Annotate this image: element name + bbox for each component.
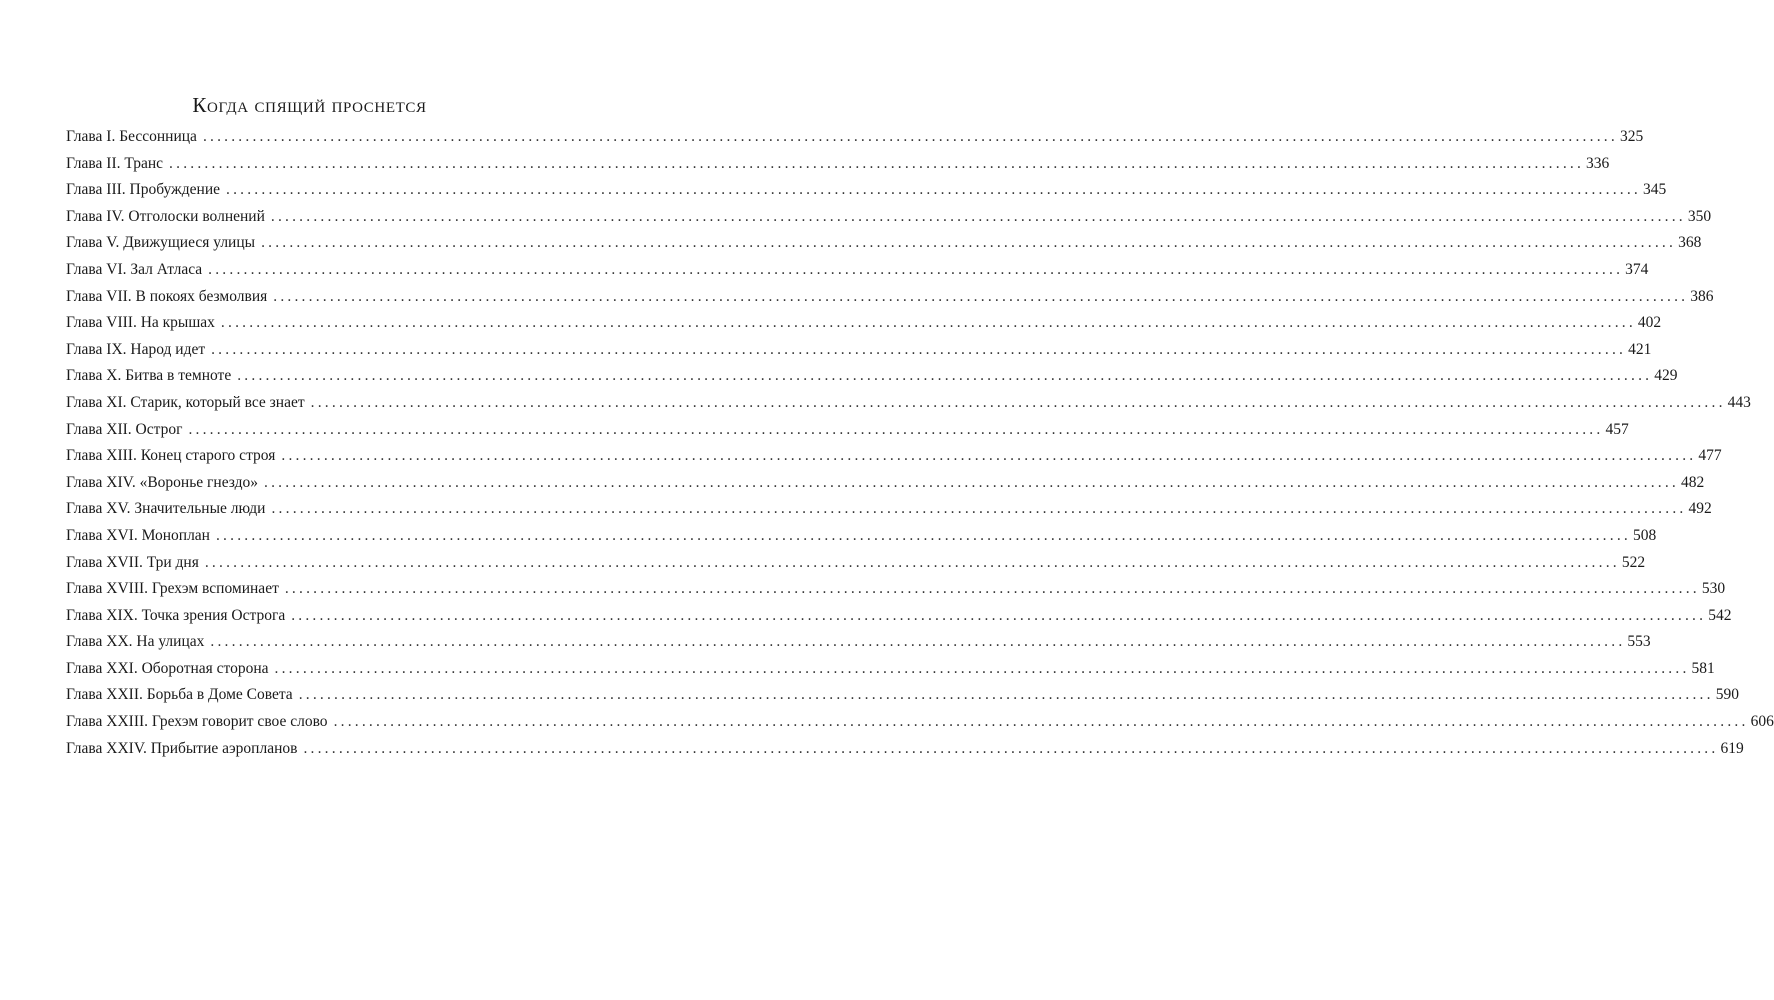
- chapter-title: Глава XV. Значительные люди: [66, 500, 266, 518]
- dot-leader: ........................................................................................................................................................................................................: [237, 367, 1653, 385]
- table-of-contents: [66, 124, 1774, 762]
- toc-entry: [66, 496, 1712, 523]
- book-title: Когда спящий проснется: [192, 93, 427, 117]
- dot-leader: ........................................................................................................................................................................................................: [270, 207, 1686, 225]
- chapter-title: Глава IV. Отголоски волнений: [66, 207, 265, 225]
- dot-leader: ........................................................................................................................................................................................................: [333, 713, 1749, 731]
- chapter-title: Глава II. Транс: [66, 154, 164, 172]
- dot-leader: ........................................................................................................................................................................................................: [274, 659, 1690, 677]
- dot-leader: ........................................................................................................................................................................................................: [210, 633, 1626, 651]
- page-number: 522: [1621, 553, 1646, 571]
- dot-leader: ........................................................................................................................................................................................................: [284, 580, 1700, 598]
- chapter-title: Глава XXII. Борьба в Доме Совета: [66, 686, 293, 704]
- dot-leader: ........................................................................................................................................................................................................: [264, 473, 1679, 491]
- page-number: 421: [1628, 340, 1652, 358]
- toc-entry: [66, 284, 1714, 311]
- page-number: 590: [1715, 686, 1739, 704]
- chapter-title: Глава IX. Народ идет: [66, 340, 206, 358]
- page-number: 429: [1654, 367, 1678, 385]
- page-number: 368: [1678, 234, 1702, 252]
- page-number: 581: [1691, 659, 1715, 677]
- chapter-title: Глава III. Пробуждение: [66, 181, 220, 199]
- page-number: 350: [1687, 207, 1712, 225]
- dot-leader: ........................................................................................................................................................................................................: [298, 686, 1714, 704]
- page-number: 325: [1619, 128, 1644, 145]
- page-number: 606: [1750, 713, 1774, 731]
- toc-entry: [66, 363, 1678, 390]
- chapter-title: Глава VII. В покоях безмолвия: [66, 287, 268, 305]
- toc-entry: [66, 443, 1722, 470]
- dot-leader: ........................................................................................................................................................................................................: [204, 553, 1620, 571]
- chapter-title: Глава VIII. На крышах: [66, 314, 215, 332]
- toc-entry: [66, 709, 1774, 736]
- chapter-title: Глава I. Бессонница: [66, 128, 197, 145]
- toc-entry: [66, 337, 1652, 364]
- toc-entry: [66, 736, 1744, 763]
- toc-entry: [66, 204, 1712, 231]
- page-number: 508: [1632, 526, 1657, 544]
- page-number: 402: [1637, 314, 1662, 332]
- page-number: 374: [1625, 260, 1649, 278]
- chapter-title: Глава XVI. Моноплан: [66, 526, 210, 544]
- dot-leader: ........................................................................................................................................................................................................: [215, 526, 1631, 544]
- dot-leader: ........................................................................................................................................................................................................: [310, 393, 1726, 411]
- chapter-title: Глава XI. Старик, который все знает: [66, 393, 305, 411]
- chapter-title: Глава XXIV. Прибытие аэропланов: [66, 739, 298, 757]
- toc-entry: [66, 257, 1649, 284]
- toc-entry: [66, 124, 1644, 151]
- page-number: 553: [1627, 633, 1651, 651]
- chapter-title: Глава X. Битва в темноте: [66, 367, 232, 385]
- dot-leader: ........................................................................................................................................................................................................: [273, 287, 1689, 305]
- dot-leader: ........................................................................................................................................................................................................: [291, 606, 1707, 624]
- page-number: 542: [1708, 606, 1732, 624]
- dot-leader: ........................................................................................................................................................................................................: [271, 500, 1687, 518]
- toc-entry: [66, 656, 1715, 683]
- toc-entry: [66, 550, 1646, 577]
- toc-entry: [66, 682, 1739, 709]
- chapter-title: Глава XXI. Оборотная сторона: [66, 659, 269, 677]
- dot-leader: ........................................................................................................................................................................................................: [202, 128, 1618, 145]
- chapter-title: Глава XXIII. Грехэм говорит свое слово: [66, 713, 328, 731]
- toc-entry: [66, 470, 1705, 497]
- page-number: 336: [1586, 154, 1610, 172]
- dot-leader: ........................................................................................................................................................................................................: [303, 739, 1719, 757]
- toc-entry: [66, 576, 1726, 603]
- toc-entry: [66, 177, 1667, 204]
- dot-leader: ........................................................................................................................................................................................................: [226, 181, 1641, 199]
- dot-leader: ........................................................................................................................................................................................................: [261, 234, 1677, 252]
- dot-leader: ........................................................................................................................................................................................................: [211, 340, 1627, 358]
- toc-entry: [66, 523, 1657, 550]
- toc-entry: [66, 310, 1662, 337]
- page-number: 477: [1698, 447, 1722, 465]
- dot-leader: ........................................................................................................................................................................................................: [188, 420, 1604, 438]
- dot-leader: ........................................................................................................................................................................................................: [169, 154, 1585, 172]
- page-number: 457: [1605, 420, 1629, 438]
- chapter-title: Глава XIV. «Воронье гнездо»: [66, 473, 258, 491]
- toc-entry: [66, 151, 1610, 178]
- page-number: 619: [1720, 739, 1744, 757]
- toc-entry: [66, 629, 1651, 656]
- page-number: 482: [1681, 473, 1705, 491]
- toc-entry: [66, 230, 1702, 257]
- page-number: 345: [1643, 181, 1667, 199]
- toc-entry: [66, 390, 1751, 417]
- chapter-title: Глава XVIII. Грехэм вспоминает: [66, 580, 279, 598]
- chapter-title: Глава XII. Острог: [66, 420, 183, 438]
- page-number: 530: [1701, 580, 1726, 598]
- toc-entry: [66, 417, 1629, 444]
- toc-entry: [66, 603, 1732, 630]
- dot-leader: ........................................................................................................................................................................................................: [220, 314, 1636, 332]
- chapter-title: Глава XIX. Точка зрения Острога: [66, 606, 286, 624]
- page-number: 386: [1690, 287, 1714, 305]
- chapter-title: Глава XIII. Конец старого строя: [66, 447, 276, 465]
- dot-leader: ........................................................................................................................................................................................................: [281, 447, 1697, 465]
- chapter-title: Глава XX. На улицах: [66, 633, 205, 651]
- chapter-title: Глава V. Движущиеся улицы: [66, 234, 256, 252]
- page-number: 443: [1727, 393, 1751, 411]
- chapter-title: Глава XVII. Три дня: [66, 553, 199, 571]
- dot-leader: ........................................................................................................................................................................................................: [208, 260, 1624, 278]
- page-number: 492: [1688, 500, 1712, 518]
- chapter-title: Глава VI. Зал Атласа: [66, 260, 203, 278]
